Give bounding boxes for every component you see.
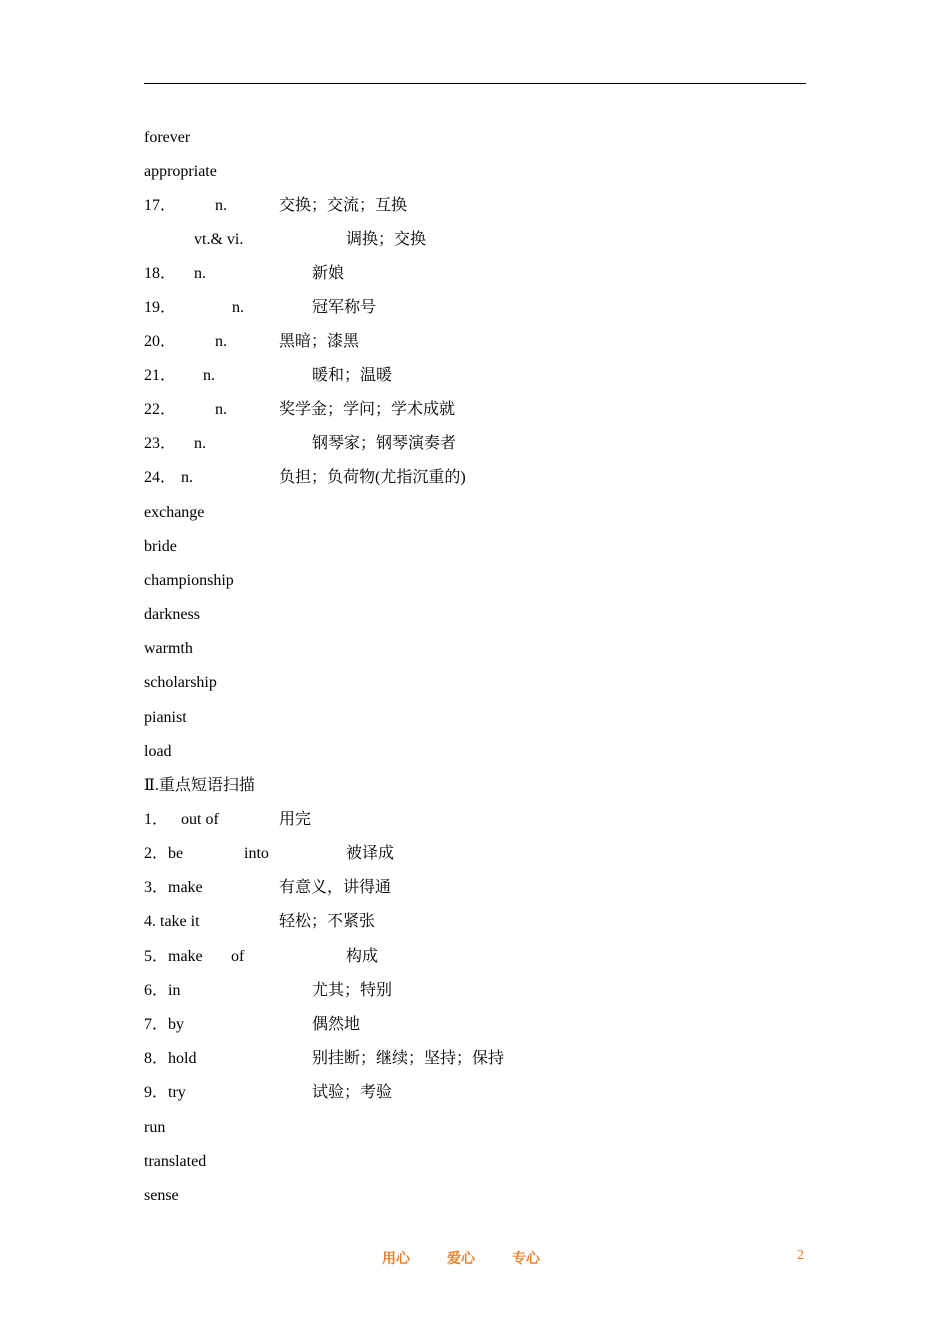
page-number: 2 xyxy=(797,1248,804,1263)
phrase-fragment: 9．try xyxy=(144,1084,186,1101)
definition: 暖和；温暖 xyxy=(312,367,393,384)
footer-motto: 爱心 xyxy=(447,1252,475,1267)
answer-word: translated xyxy=(144,1153,207,1170)
item-number: 24． xyxy=(144,469,177,486)
answer-word: championship xyxy=(144,572,234,589)
definition: 被译成 xyxy=(346,845,395,862)
answer-word: darkness xyxy=(144,606,200,623)
footer-motto: 用心 xyxy=(382,1252,410,1267)
definition: 别挂断；继续；坚持；保持 xyxy=(312,1050,505,1067)
definition: 钢琴家；钢琴演奏者 xyxy=(312,435,457,452)
definition: 黑暗；漆黑 xyxy=(279,333,360,350)
part-of-speech: n. xyxy=(215,197,227,214)
item-number: 23． xyxy=(144,435,177,452)
definition: 偶然地 xyxy=(312,1016,361,1033)
definition: 奖学金；学问；学术成就 xyxy=(279,401,456,418)
part-of-speech: n. xyxy=(232,299,244,316)
phrase-fragment: out of xyxy=(181,811,219,828)
item-number: 17． xyxy=(144,197,177,214)
answer-word: sense xyxy=(144,1187,179,1204)
definition: 用完 xyxy=(279,811,312,828)
phrase-fragment: 2．be xyxy=(144,845,184,862)
definition: 轻松；不紧张 xyxy=(279,913,376,930)
answer-word: run xyxy=(144,1119,166,1136)
section-heading: Ⅱ.重点短语扫描 xyxy=(144,777,255,794)
part-of-speech: n. xyxy=(194,435,206,452)
item-number: 1． xyxy=(144,811,169,828)
answer-word: load xyxy=(144,743,172,760)
part-of-speech: n. xyxy=(203,367,215,384)
definition: 负担；负荷物(尤指沉重的) xyxy=(279,469,466,486)
phrase-fragment: into xyxy=(244,845,269,862)
phrase-fragment: 8．hold xyxy=(144,1050,197,1067)
definition: 试验；考验 xyxy=(312,1084,393,1101)
item-number: 21． xyxy=(144,367,177,384)
definition: 冠军称号 xyxy=(312,299,377,316)
definition: 构成 xyxy=(346,948,379,965)
definition: 新娘 xyxy=(312,265,345,282)
answer-word: forever xyxy=(144,129,191,146)
phrase-fragment: 6．in xyxy=(144,982,181,999)
answer-word: exchange xyxy=(144,504,205,521)
part-of-speech: vt.& vi. xyxy=(194,231,244,248)
item-number: 20． xyxy=(144,333,177,350)
answer-word: warmth xyxy=(144,640,193,657)
part-of-speech: n. xyxy=(181,469,193,486)
phrase-fragment: 3．make xyxy=(144,879,203,896)
item-number: 18． xyxy=(144,265,177,282)
answer-word: scholarship xyxy=(144,674,217,691)
part-of-speech: n. xyxy=(194,265,206,282)
definition: 交换；交流；互换 xyxy=(279,197,408,214)
definition: 有意义，讲得通 xyxy=(279,879,392,896)
definition: 调换；交换 xyxy=(346,231,427,248)
answer-word: appropriate xyxy=(144,163,217,180)
phrase-fragment: 4. take it xyxy=(144,913,200,930)
phrase-fragment: of xyxy=(231,948,245,965)
header-rule xyxy=(144,83,806,84)
definition: 尤其；特别 xyxy=(312,982,393,999)
phrase-fragment: 7．by xyxy=(144,1016,185,1033)
item-number: 19． xyxy=(144,299,177,316)
part-of-speech: n. xyxy=(215,401,227,418)
item-number: 22． xyxy=(144,401,177,418)
part-of-speech: n. xyxy=(215,333,227,350)
phrase-fragment: 5．make xyxy=(144,948,203,965)
answer-word: bride xyxy=(144,538,177,555)
answer-word: pianist xyxy=(144,709,187,726)
footer-motto: 专心 xyxy=(512,1252,540,1267)
